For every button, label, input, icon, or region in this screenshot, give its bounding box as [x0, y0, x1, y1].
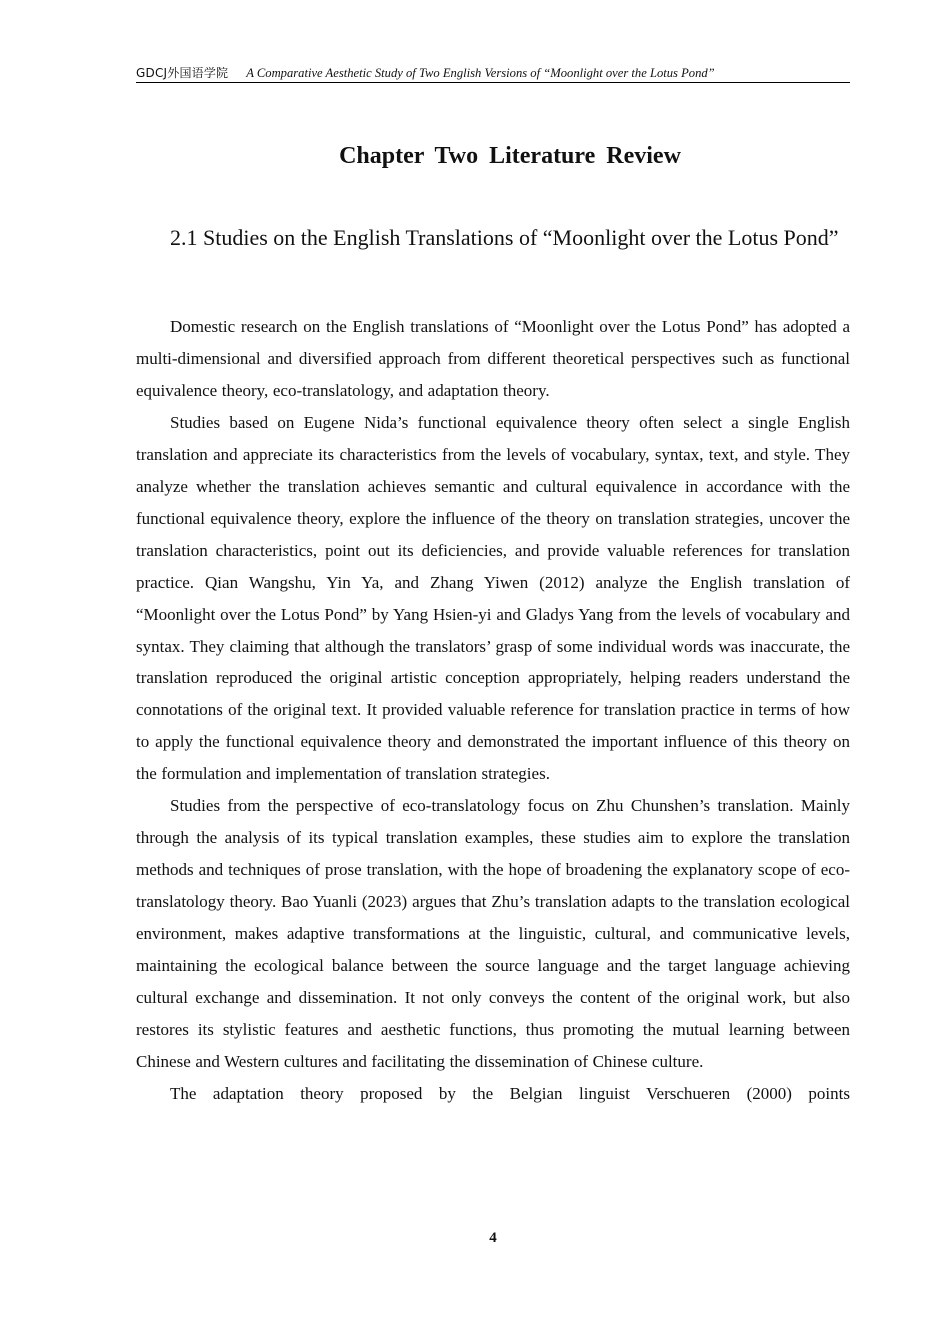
page-number: 4 — [489, 1230, 497, 1246]
section-heading: 2.1 Studies on the English Translations of “Moonlight over the Lotus Pond” — [170, 225, 839, 250]
chapter-title: Chapter Two Literature Review — [339, 143, 681, 169]
body-text — [136, 311, 850, 1110]
running-header — [136, 64, 850, 83]
paragraph-intro: Domestic research on the English translations of “Moonlight over the Lotus Pond” has adopted a multi-dimensional and diversified approach from different theoretical perspectives such as functional equivalence theory, eco-translatology, and adaptation theory. — [136, 317, 850, 400]
paragraph-eco-translatology: Studies from the perspective of eco-translatology focus on Zhu Chunshen’s translation. Mainly through the analysis of its typical translation examples, these studies aim to explore the translation methods and techniques of prose translation, with the hope of broadening the explanatory scope of eco-translatology theory. Bao Yuanli (2023) argues that Zhu’s translation adapts to the translation ecological environment, makes adaptive transformations at the linguistic, cultural, and communicative levels, maintaining the ecological balance between the source language and the target language achieving cultural exchange and dissemination. It not only conveys the content of the original work, but also restores its stylistic features and aesthetic functions, thus promoting the mutual learning between Chinese and Western cultures and facilitating the dissemination of Chinese culture. — [136, 796, 850, 1071]
header-running-title: A Comparative Aesthetic Study of Two English Versions of “Moonlight over the Lotus Pond” — [246, 66, 715, 80]
paragraph-adaptation-theory: The adaptation theory proposed by the Belgian linguist Verschueren (2000) points — [170, 1083, 850, 1103]
header-school-name: GDCJ外国语学院 — [136, 66, 229, 80]
document-page — [136, 0, 850, 1344]
paragraph-functional-equivalence: Studies based on Eugene Nida’s functional equivalence theory often select a single English translation and appreciate its characteristics from the levels of vocabulary, syntax, text, and style. They analyze whether the translation achieves semantic and cultural equivalence in accordance with the functional equivalence theory, explore the influence of the theory on translation strategies, uncover the translation characteristics, point out its deficiencies, and provide valuable references for translation practice. Qian Wangshu, Yin Ya, and Zhang Yiwen (2012) analyze the English translation of “Moonlight over the Lotus Pond” by Yang Hsien-yi and Gladys Yang from the levels of vocabulary and syntax. They claiming that although the translators’ grasp of some individual words was inaccurate, the translation reproduced the original artistic conception appropriately, helping readers understand the connotations of the original text. It provided valuable reference for translation practice in terms of how to apply the functional equivalence theory and demonstrated the important influence of this theory on the formulation and implementation of translation strategies. — [136, 412, 850, 784]
